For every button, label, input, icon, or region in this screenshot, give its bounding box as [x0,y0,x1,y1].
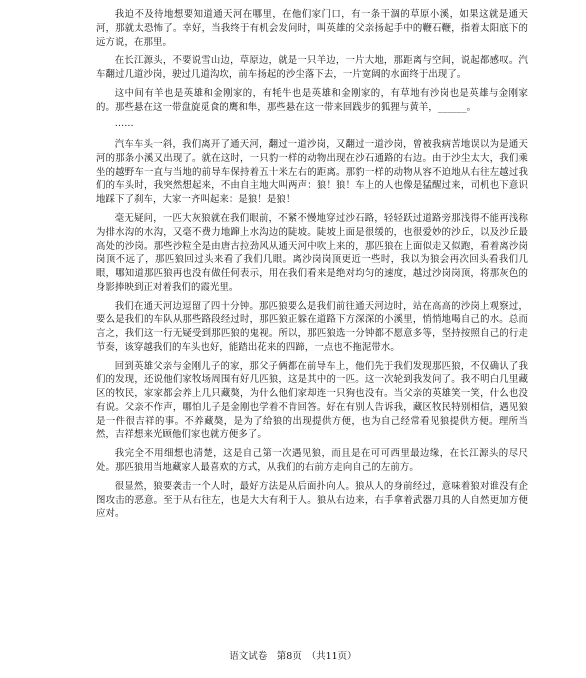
paragraph-2: 在长江源头，不要说雪山边，草原边，就是一只羊边，一片大地，那距离与空间，说起都感叹。汽车翻过几道沙岗，驶过几道沟坎，前车扬起的沙尘落下去，一片宽阔的水面终于出现了。 [96,55,528,81]
paragraph-7: 回到英雄父亲与金刚儿子的家，那父子俩都在前导车上，他们先于我们发现那匹狼，不仅确认了我们的发现，还说他们家牧场周围有好几匹狼，这是其中的一匹。这一次轮到我发问了。我不明白几里藏区的牧民，家家都会养上几只藏獒，为什么他们家却连一只狗也没有。当父亲的英雄笑一笑，什么也没有说。父亲不作声，哪怕儿子是金刚也学着不肯回答。好在有别人告诉我，藏区牧民特别相信，遇见狼是一件很吉祥的事。不养藏獒，是为了给狼的出现提供方便，也为自己经常看见狼提供方便。理所当然，吉祥想来光顾他们家也就方便多了。 [96,360,528,441]
article-body [96,8,528,526]
paragraph-4: 汽车车头一斜，我们离开了通天河，翻过一道沙岗，又翻过一道沙岗，曾被我病苦地误以为是通天河的那条小溪又出现了。就在这时，一只豹一样的动物出现在沙石通路的右边。由于沙尘太大，我们乘坐的越野车一直与当地的前导车保持着五十米左右的距离。那豹一样的动物从容不迫地从右往左越过我们的车头时，我突然想起来，不由自主地大叫两声：狼！狼！车上的人也像是猛醒过来，司机也下意识地踩下了刹车，大家一齐叫起来：是狼！是狼！ [96,139,528,206]
paragraph-6: 我们在通天河边逗留了四十分钟。那匹狼要么是我们前往通天河边时，站在高高的沙岗上观察过，要么是我们的车队从那些路段经过时，那匹狼正躲在道路下方深深的小溪里，悄悄地喝自己的水。总而言之，我们这一行无疑受到那匹狼的鬼视。所以，那匹狼选一分钟都不愿意多等，坚持按照自己的行走节奏，该穿越我们的车头也好，能踏出花来的四蹄，一点也不拖泥带水。 [96,300,528,353]
paragraph-5: 毫无疑问，一匹大灰狼就在我们眼前，不紧不慢地穿过沙石路，轻轻跃过道路旁那浅得不能再浅称为排水沟的水沟，又毫不费力地蹿上水沟边的陡坡。陡坡上面是很缓的，也很爱妙的沙丘，以及沙丘最高处的沙岗。那些沙粒全是由唐古拉劲风从通天河中吹上来的，那匹狼在上面似走又似跑，看着离沙岗岗顶不远了，那匹狼回过头来看了我们几眼。离沙岗岗顶更近一些时，我以为狼会再次回头看我们几眼，哪知道那匹狼再也没有做任何表示，用在我们看来是绝对均匀的速度，越过沙岗岗顶，将那灰色的身影捧映到正对着我们的霞光里。 [96,213,528,293]
paragraph-3: 这中间有羊也是英雄和金刚家的，有牦牛也是英雄和金刚家的，有草地有沙岗也是英雄与金刚家的。那些悬在这一带盘旋觅食的鹰和隼，那些悬在这一带来回践步的狐狸与黄羊，______。 [96,87,528,113]
paragraph-9: 很显然，狼要袭击一个人时，最好方法是从后面扑向人。狼从人的身前经过，意味着狼对谁没有企图攻击的恶意。至于从右往左，也是大大有利于人。狼从右边来，右手拿着武器刀具的人自然更加方便应对。 [96,480,528,520]
paragraph-1: 我迫不及待地想要知道通天河在哪里，在他们家门口，有一条干涸的草原小溪，如果这就是通天河，那就太恐怖了。幸好，当我终于有机会发问时，叫英雄的父亲扬起手中的鞭石鞭，指着太阳底下的远方说，在那里。 [96,9,528,48]
ellipsis-break: …… [114,118,134,130]
page-footer: 语文试卷 第8页 （共11页） [229,651,357,662]
paragraph-8: 我完全不用细想也清楚，这是自己第一次遇见狼，而且是在可可西里最边缘，在长江源头的尽尺处。那匹狼用当地藏家人最喜欢的方式，从我们的右前方走向自己的左前方。 [96,448,528,474]
